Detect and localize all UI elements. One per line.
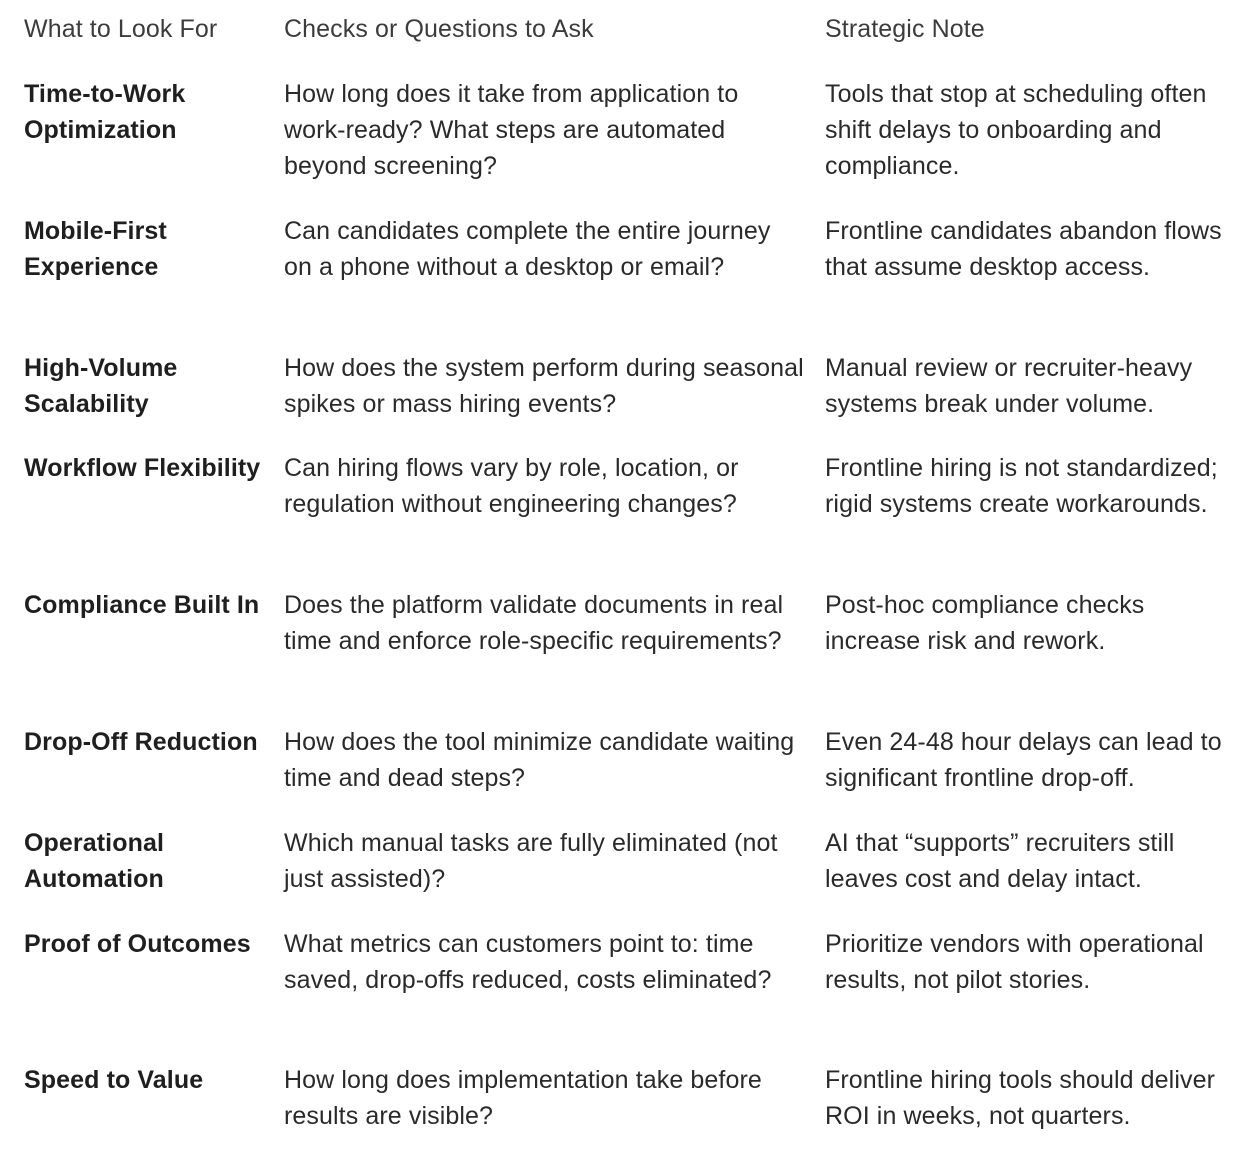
row-note: AI that “supports” recruiters still leaves cost and delay intact.	[825, 829, 1175, 893]
row-note: Post-hoc compliance checks increase risk and rework.	[825, 591, 1145, 655]
row-factor: Time-to-Work Optimization	[24, 80, 186, 144]
row-factor: High-Volume Scalability	[24, 354, 178, 418]
row-note: Frontline hiring is not standardized; rigid systems create workarounds.	[825, 454, 1218, 518]
row-note: Prioritize vendors with operational results, not pilot stories.	[825, 930, 1204, 994]
header-what-to-look-for: What to Look For	[24, 15, 218, 43]
row-question: Which manual tasks are fully eliminated (not just assisted)?	[284, 829, 778, 893]
row-factor: Workflow Flexibility	[24, 454, 261, 482]
row-note: Even 24-48 hour delays can lead to significant frontline drop-off.	[825, 728, 1222, 792]
header-checks-questions: Checks or Questions to Ask	[284, 15, 594, 43]
row-note: Tools that stop at scheduling often shift delays to onboarding and compliance.	[825, 80, 1207, 180]
row-factor: Proof of Outcomes	[24, 930, 251, 958]
header-strategic-note: Strategic Note	[825, 15, 985, 43]
row-question: How long does it take from application to work-ready? What steps are automated beyond screening?	[284, 80, 739, 180]
row-factor: Mobile-First Experience	[24, 217, 167, 281]
row-factor: Drop-Off Reduction	[24, 728, 258, 756]
row-factor: Speed to Value	[24, 1066, 204, 1094]
row-question: Can hiring flows vary by role, location, or regulation without engineering changes?	[284, 454, 739, 518]
row-question: Can candidates complete the entire journey on a phone without a desktop or email?	[284, 217, 771, 281]
row-factor: Operational Automation	[24, 829, 165, 893]
row-question: How long does implementation take before results are visible?	[284, 1066, 762, 1130]
row-question: How does the tool minimize candidate waiting time and dead steps?	[284, 728, 795, 792]
row-factor: Compliance Built In	[24, 591, 260, 619]
row-question: Does the platform validate documents in real time and enforce role-specific requirements?	[284, 591, 784, 655]
row-note: Frontline hiring tools should deliver ROI in weeks, not quarters.	[825, 1066, 1216, 1130]
row-question: What metrics can customers point to: time saved, drop-offs reduced, costs eliminated?	[284, 930, 772, 994]
row-note: Manual review or recruiter-heavy systems break under volume.	[825, 354, 1193, 418]
row-note: Frontline candidates abandon flows that assume desktop access.	[825, 217, 1222, 281]
row-question: How does the system perform during seasonal spikes or mass hiring events?	[284, 354, 804, 418]
